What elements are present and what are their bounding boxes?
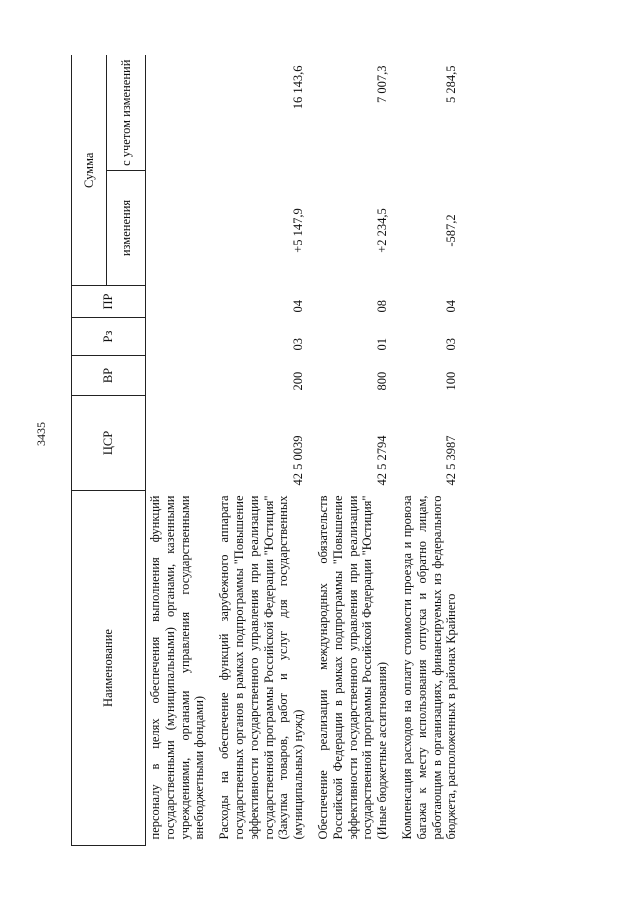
budget-table (71, 56, 465, 847)
row-total: 7 007,3 (375, 65, 390, 103)
header-change: изменения (107, 171, 146, 286)
table-row (396, 56, 465, 846)
row-pr: 04 (444, 300, 459, 313)
row-total: 5 284,5 (444, 65, 459, 103)
row-name: персоналу в целях обеспечения выполнения функций государственными (муниципальными) органами, казенными учреждениями, органами управления государственными внебюджетными фондами) (148, 495, 207, 840)
table-row (312, 56, 396, 846)
row-pr: 08 (375, 300, 390, 313)
row-vr: 200 (291, 371, 306, 391)
table-row (146, 56, 214, 846)
header-sum: Сумма (72, 56, 107, 286)
header-rz: Рз (72, 318, 146, 356)
row-pr: 04 (291, 300, 306, 313)
row-pr (146, 286, 214, 318)
header-pr: ПР (72, 286, 146, 318)
row-change: +5 147,9 (291, 208, 306, 253)
row-vr (146, 356, 214, 396)
budget-table-rotated (71, 56, 611, 846)
table-row (213, 56, 312, 846)
header-name: Наименование (72, 491, 146, 846)
header-vr: ВР (72, 356, 146, 396)
row-rz: 03 (444, 338, 459, 351)
row-change: -587,2 (444, 214, 459, 247)
page-number: 3435 (34, 422, 48, 446)
row-name: Обеспечение реализации международных обязательств Российской Федерации в рамках подпрограммы "Повышение эффективности государственного управления при реализации государственной программы Российской Федерации "Юстиция" (Иные бюджетные ассигнования) (315, 495, 390, 840)
row-change (146, 171, 214, 286)
row-rz (146, 318, 214, 356)
row-csr (146, 396, 214, 491)
header-csr: ЦСР (72, 396, 146, 491)
row-change: +2 234,5 (375, 208, 390, 253)
row-rz: 01 (375, 338, 390, 351)
row-rz: 03 (291, 338, 306, 351)
row-vr: 100 (444, 371, 459, 391)
row-name: Компенсация расходов на оплату стоимости проезда и провоза багажа к месту использования отпуска и обратно лицам, работающим в организациях, финансируемых из федерального бюджета, расположенных в районах Крайнего (399, 495, 459, 840)
row-csr: 42 5 3987 (444, 435, 459, 486)
row-name: Расходы на обеспечение функций зарубежного аппарата государственных органов в рамках подпрограммы "Повышение эффективности государственного управления при реализации государственной программы Российской Федерации "Юстиция" (Закупка товаров, работ и услуг для государственных (муниципальных) нужд) (217, 495, 306, 840)
row-csr: 42 5 2794 (375, 435, 390, 486)
row-csr: 42 5 0039 (291, 435, 306, 486)
row-vr: 800 (375, 371, 390, 391)
row-total (146, 56, 214, 171)
row-total: 16 143,6 (291, 65, 306, 110)
header-with-change: с учетом изменений (107, 56, 146, 171)
